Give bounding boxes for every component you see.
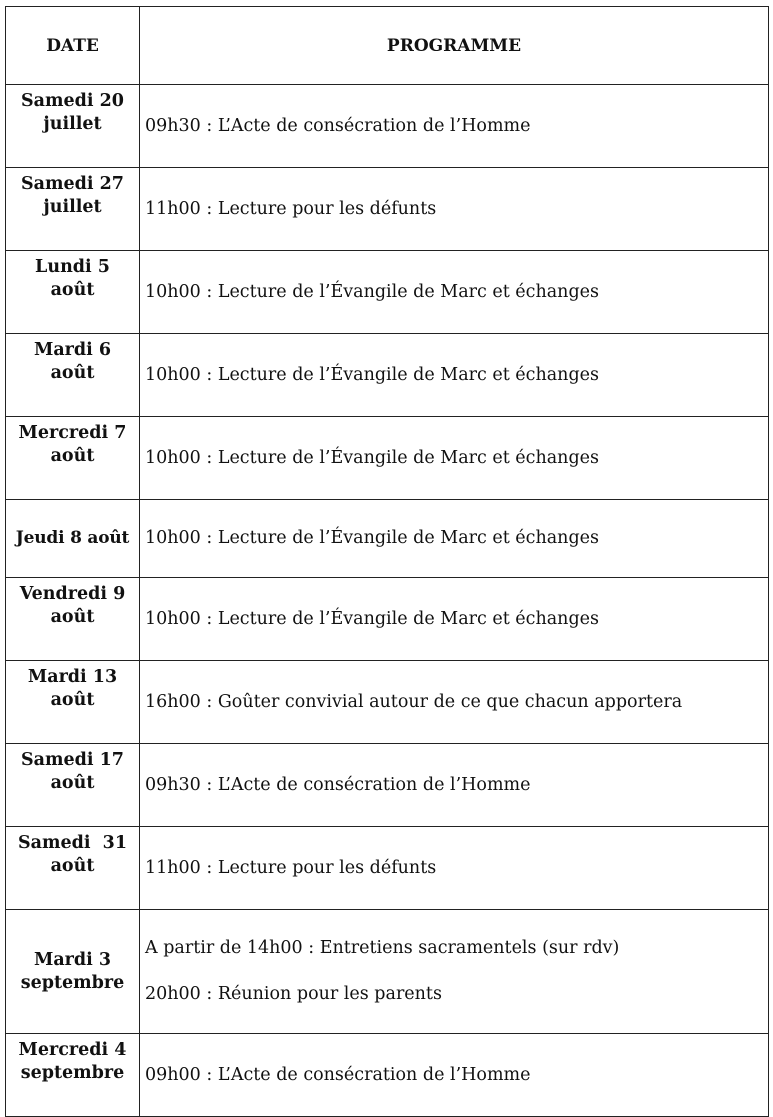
programme-cell <box>140 168 769 251</box>
date-line: août <box>50 607 95 627</box>
date-cell <box>6 744 140 827</box>
date-cell <box>6 661 140 744</box>
date-line: Vendredi 9 <box>19 584 126 604</box>
date-line: juillet <box>43 114 102 134</box>
date-cell <box>6 168 140 251</box>
programme-line: A partir de 14h00 : Entretiens sacramentels (sur rdv) <box>145 938 620 958</box>
schedule-table <box>5 6 769 1117</box>
date-cell <box>6 827 140 910</box>
programme-line: 10h00 : Lecture de l’Évangile de Marc et échanges <box>145 608 599 629</box>
date-cell <box>6 578 140 661</box>
programme-cell <box>140 827 769 910</box>
programme-cell <box>140 85 769 168</box>
table-row <box>6 168 769 251</box>
programme-line: 10h00 : Lecture de l’Évangile de Marc et échanges <box>145 281 599 302</box>
table-row <box>6 910 769 1034</box>
date-line: Mardi 3 <box>33 949 112 970</box>
date-line: Samedi 31 <box>17 833 128 853</box>
table-row <box>6 417 769 500</box>
date-line: juillet <box>43 197 102 217</box>
date-line: août <box>50 856 95 876</box>
programme-cell <box>140 500 769 578</box>
programme-line: 20h00 : Réunion pour les parents <box>145 984 442 1004</box>
programme-header: PROGRAMME <box>140 7 769 85</box>
date-line: Mercredi 7 <box>18 423 127 443</box>
date-cell <box>6 334 140 417</box>
date-line: Samedi 27 <box>21 174 124 194</box>
date-cell <box>6 85 140 168</box>
table-row <box>6 251 769 334</box>
programme-line: 10h00 : Lecture de l’Évangile de Marc et échanges <box>145 447 599 468</box>
date-line: août <box>50 690 95 710</box>
date-line: Jeudi 8 août <box>15 528 130 548</box>
programme-cell <box>140 744 769 827</box>
programme-cell <box>140 417 769 500</box>
header-row <box>6 7 769 85</box>
programme-cell <box>140 334 769 417</box>
table-row <box>6 334 769 417</box>
date-header: DATE <box>6 7 140 85</box>
date-cell <box>6 251 140 334</box>
programme-line: 10h00 : Lecture de l’Évangile de Marc et échanges <box>145 364 599 385</box>
date-line: Lundi 5 <box>35 257 110 277</box>
programme-line: 16h00 : Goûter convivial autour de ce que chacun apportera <box>145 691 683 712</box>
date-cell <box>6 500 140 578</box>
date-cell <box>6 417 140 500</box>
date-line: Mardi 13 <box>27 667 118 687</box>
date-line: Mercredi 4 <box>18 1040 127 1060</box>
date-cell <box>6 1034 140 1117</box>
date-cell <box>6 910 140 1034</box>
programme-cell <box>140 910 769 1034</box>
programme-line: 11h00 : Lecture pour les défunts <box>145 857 437 878</box>
table-row <box>6 578 769 661</box>
table-row <box>6 827 769 910</box>
table-row <box>6 500 769 578</box>
programme-line: 09h30 : L’Acte de consécration de l’Homme <box>145 115 531 136</box>
table-row <box>6 1034 769 1117</box>
programme-cell <box>140 661 769 744</box>
programme-cell <box>140 1034 769 1117</box>
programme-line: 09h00 : L’Acte de consécration de l’Homme <box>145 1064 531 1085</box>
date-line: août <box>50 363 95 383</box>
table-row <box>6 744 769 827</box>
table-row <box>6 85 769 168</box>
date-line: Mardi 6 <box>33 340 112 360</box>
programme-cell <box>140 578 769 661</box>
date-line: septembre <box>20 972 125 993</box>
date-line: septembre <box>20 1063 125 1083</box>
date-line: Samedi 20 <box>21 91 124 111</box>
programme-line: 09h30 : L’Acte de consécration de l’Homme <box>145 774 531 795</box>
programme-line: 10h00 : Lecture de l’Évangile de Marc et échanges <box>145 528 599 548</box>
programme-cell <box>140 251 769 334</box>
date-line: août <box>50 280 95 300</box>
table-row <box>6 661 769 744</box>
programme-line: 11h00 : Lecture pour les défunts <box>145 198 437 219</box>
date-line: août <box>50 773 95 793</box>
date-line: Samedi 17 <box>21 750 124 770</box>
date-line: août <box>50 446 95 466</box>
